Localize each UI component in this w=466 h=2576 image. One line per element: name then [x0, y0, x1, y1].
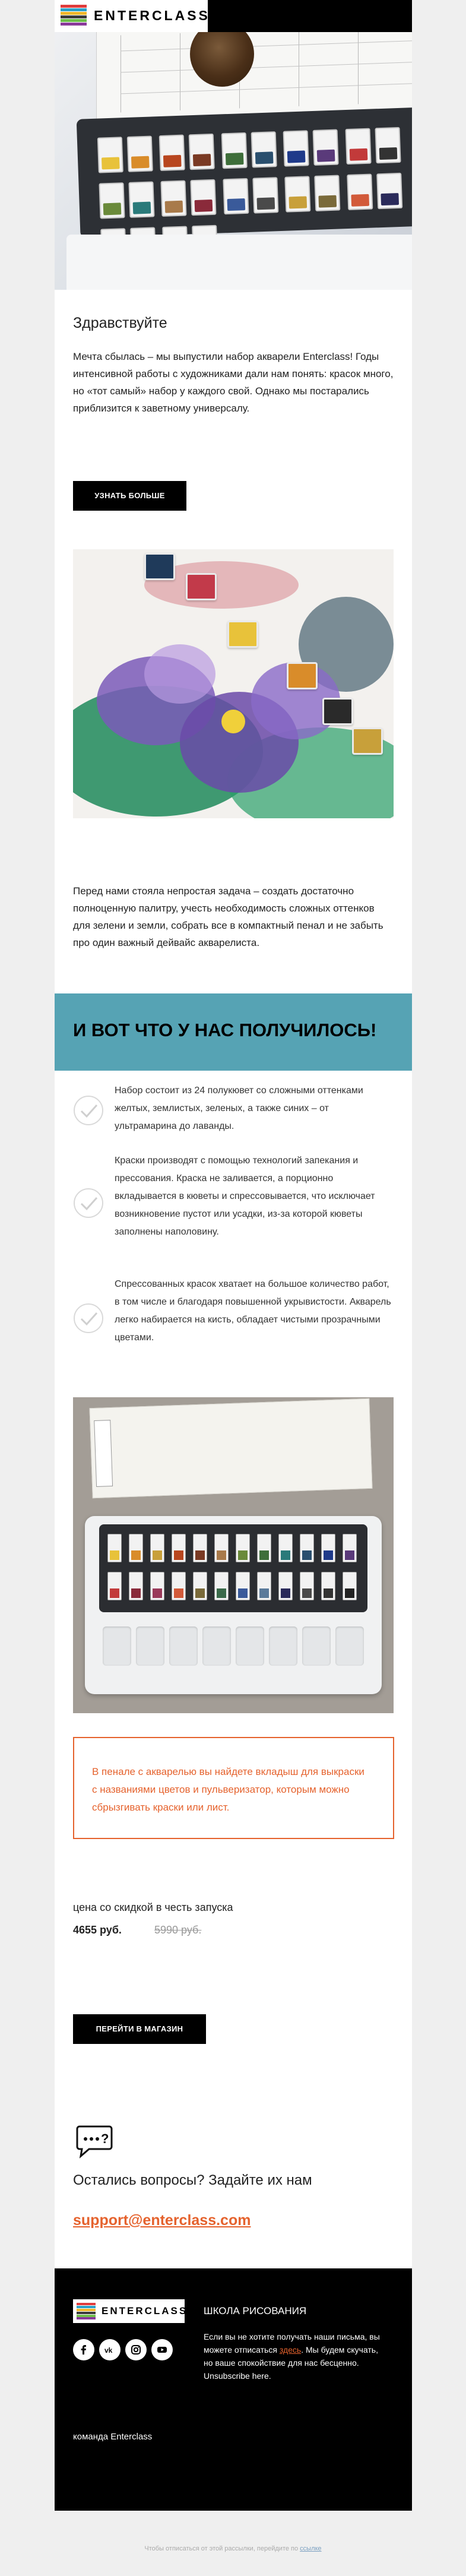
unsubscribe-english[interactable]: Unsubscribe here.	[204, 2371, 271, 2381]
greeting: Здравствуйте	[73, 315, 167, 331]
unsubscribe-text	[204, 2330, 388, 2382]
bottom-unsubscribe-note	[0, 2545, 466, 2552]
swatch-card	[89, 1398, 372, 1498]
result-banner	[55, 993, 412, 1071]
paint-pan	[150, 1572, 164, 1600]
paint-pan	[343, 1534, 357, 1562]
footer-logo[interactable]	[73, 2299, 188, 2323]
paint-pan	[107, 1534, 122, 1562]
hero-image	[55, 0, 412, 290]
paint-pan	[150, 1534, 164, 1562]
paint-pan	[172, 1572, 186, 1600]
hero-paint-case	[77, 106, 412, 238]
logo-text: ENTERCLASS	[94, 8, 210, 23]
email-container	[55, 0, 412, 2511]
bottom-text: Чтобы отписаться от этой рассылки, перейдите по	[144, 2545, 299, 2552]
vk-icon[interactable]	[99, 2339, 121, 2360]
support-email-link[interactable]: support@enterclass.com	[73, 2212, 251, 2229]
check-circle-icon	[73, 1095, 104, 1126]
logo-mark-icon	[61, 5, 87, 27]
paint-pan	[236, 1572, 250, 1600]
feature-text: Набор состоит из 24 полукювет со сложными оттенками желтых, землистых, зеленых, а также синих – от ультрамарина до лаванды.	[115, 1086, 363, 1131]
footer-logo-text: ENTERCLASS	[102, 2305, 188, 2316]
bottom-unsubscribe-link[interactable]: ссылке	[300, 2545, 322, 2552]
price-label: цена со скидкой в честь запуска	[73, 1901, 233, 1913]
go-to-shop-button[interactable]: ПЕРЕЙТИ В МАГАЗИН	[73, 2014, 206, 2044]
paint-pan	[236, 1534, 250, 1562]
paint-pan	[214, 1534, 229, 1562]
old-price: 5990 руб.	[154, 1924, 202, 1936]
unsubscribe-link[interactable]: здесь	[279, 2345, 302, 2355]
footer	[55, 2268, 412, 2511]
svg-text:?: ?	[101, 2131, 109, 2146]
chat-bubble-icon	[75, 2123, 114, 2160]
story-paragraph: Перед нами стояла непростая задача – создать достаточно полноценную палитру, учесть необходимость сложных оттенков для зелени и земли, собрать все в компактный пенал и не забыть про один важный дейвайс акварелиста.	[73, 885, 383, 948]
logo-mark-icon	[77, 2303, 96, 2319]
questions-title: Остались вопросы? Задайте их нам	[73, 2172, 312, 2188]
palette-photo	[73, 1397, 394, 1713]
team-signature: команда Enterclass	[73, 2432, 153, 2442]
banner-title: И ВОТ ЧТО У НАС ПОЛУЧИЛОСЬ!	[73, 1020, 377, 1040]
intro-paragraph: Мечта сбылась – мы выпустили набор акварели Enterclass! Годы интенсивной работы с художниками дали нам понять: красок много, но «тот самый» набор у каждого свой. Однако мы постарались приблизится к заветному универсалу.	[73, 351, 394, 414]
note-box	[73, 1737, 394, 1839]
paint-pan	[214, 1572, 229, 1600]
instagram-icon[interactable]	[125, 2339, 147, 2360]
paint-pan	[321, 1534, 335, 1562]
paint-pan	[129, 1534, 143, 1562]
feature-text: Краски производят с помощью технологий запекания и прессования. Краска не заливается, а порционно вкладывается в кюветы и спрессовывается, что исключает возникновение пустот или усадки, из-за которой кюветы заполнены наполовину.	[115, 1156, 375, 1237]
note-text: В пенале с акварелью вы найдете вкладыш для выкраски с названиями цветов и пульверизатор, которым можно сбрызгивать краски или лист.	[92, 1766, 364, 1813]
paint-pan	[193, 1534, 207, 1562]
svg-text:vk: vk	[104, 2346, 113, 2355]
hero-mixing-tray	[66, 235, 412, 290]
feature-text: Спрессованных красок хватает на большое количество работ, в том числе и благодаря повышенной укрывистости. Акварель легко набирается на кисть, обладает чистыми прозрачными цветами.	[115, 1279, 391, 1343]
paint-pan	[321, 1572, 335, 1600]
header-bar	[55, 0, 412, 32]
unsubscribe-text-after: . Мы будем скучать, но ваше спокойствие для нас бесценно.	[204, 2345, 378, 2368]
learn-more-button[interactable]: УЗНАТЬ БОЛЬШЕ	[73, 481, 186, 511]
logo[interactable]	[55, 0, 208, 32]
youtube-icon[interactable]	[151, 2339, 173, 2360]
paint-pan	[129, 1572, 143, 1600]
unsubscribe-text-before: Если вы не хотите получать наши письма, вы можете отписаться	[204, 2332, 380, 2355]
paint-pan	[278, 1572, 293, 1600]
paint-pan	[257, 1572, 271, 1600]
pansies-painting-image	[73, 549, 394, 818]
paint-pan	[343, 1572, 357, 1600]
hero-swatch-card	[96, 18, 412, 120]
paint-pan	[107, 1572, 122, 1600]
paint-pan	[300, 1572, 314, 1600]
paint-pan	[257, 1534, 271, 1562]
paint-case	[85, 1516, 382, 1694]
current-price: 4655 руб.	[73, 1924, 122, 1936]
school-title: ШКОЛА РИСОВАНИЯ	[204, 2305, 307, 2316]
facebook-icon[interactable]	[73, 2339, 94, 2360]
check-circle-icon	[73, 1303, 104, 1334]
paint-pan	[193, 1572, 207, 1600]
check-circle-icon	[73, 1188, 104, 1219]
paint-pan	[278, 1534, 293, 1562]
paint-pan	[172, 1534, 186, 1562]
paint-pan	[300, 1534, 314, 1562]
